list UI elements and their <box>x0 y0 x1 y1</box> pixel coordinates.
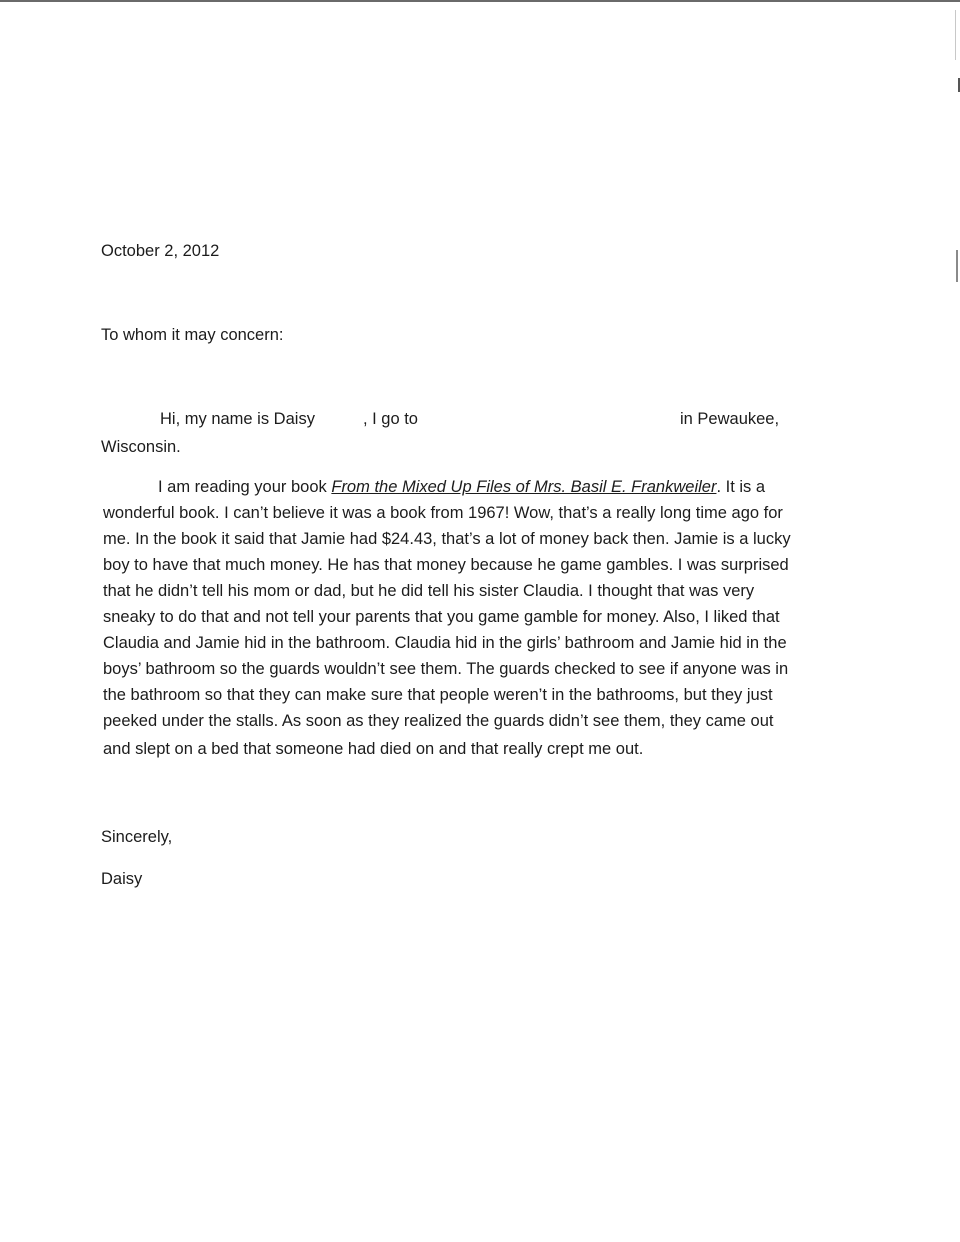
body-line-1 <box>158 476 765 498</box>
body-line-3: me. In the book it said that Jamie had $24.43, that’s a lot of money back then. Jamie is a lucky <box>103 530 791 548</box>
intro-state: Wisconsin. <box>101 438 181 456</box>
book-title: From the Mixed Up Files of Mrs. Basil E. Frankweiler <box>331 478 717 496</box>
body-line-5: that he didn’t tell his mom or dad, but he did tell his sister Claudia. I thought that was very <box>103 582 755 600</box>
body-text: I am reading your book <box>158 478 332 496</box>
intro-name: Hi, my name is Daisy <box>160 410 315 428</box>
letter-date: October 2, 2012 <box>101 242 220 260</box>
body-line-6: sneaky to do that and not tell your parents that you game gamble for money. Also, I liked that <box>103 608 780 626</box>
intro-location: in Pewaukee, <box>680 410 780 428</box>
body-line-10: peeked under the stalls. As soon as they realized the guards didn’t see them, they came out <box>103 712 774 730</box>
intro-line <box>160 408 418 430</box>
letter-signature: Daisy <box>101 870 143 888</box>
scan-edge-top <box>0 0 960 2</box>
body-line-9: the bathroom so that they can make sure that people weren’t in the bathrooms, but they just <box>103 686 773 704</box>
body-line-8: boys’ bathroom so the guards wouldn’t see them. The guards checked to see if anyone was in <box>103 660 789 678</box>
scan-edge-right <box>955 10 956 60</box>
scan-mark-right <box>956 250 958 282</box>
body-line-11: and slept on a bed that someone had died on and that really crept me out. <box>103 740 644 758</box>
body-text: . It is a <box>716 478 766 496</box>
letter-closing: Sincerely, <box>101 828 173 846</box>
body-line-7: Claudia and Jamie hid in the bathroom. Claudia hid in the girls’ bathroom and Jamie hid in the <box>103 634 787 652</box>
intro-school: , I go to <box>362 410 418 428</box>
body-line-2: wonderful book. I can’t believe it was a book from 1967! Wow, that’s a really long time ago for <box>103 504 783 522</box>
body-line-4: boy to have that much money. He has that money because he game gambles. I was surprised <box>103 556 789 574</box>
letter-salutation: To whom it may concern: <box>101 326 284 344</box>
